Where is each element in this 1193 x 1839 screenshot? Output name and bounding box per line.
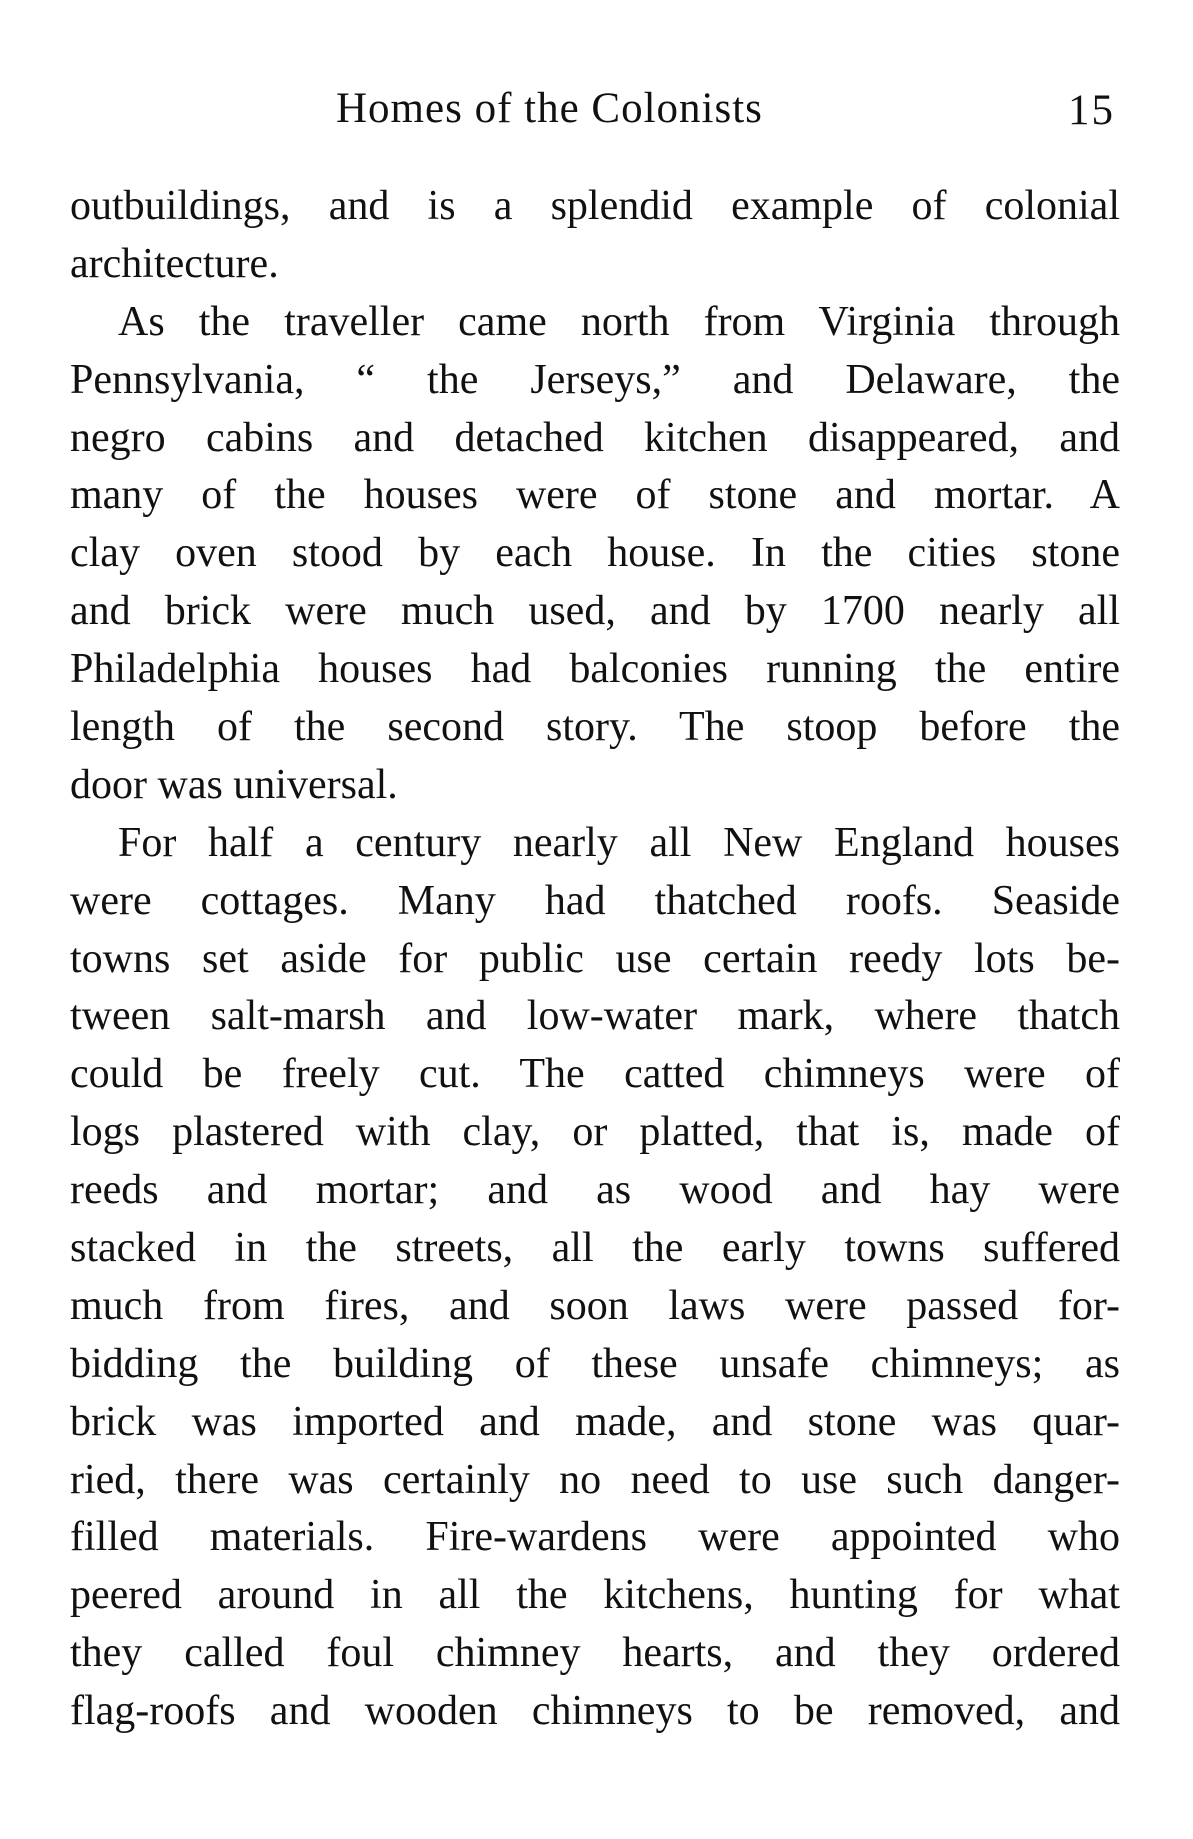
text-line: bidding the building of these unsafe chimneys; as bbox=[70, 1340, 1120, 1387]
text-line: reeds and mortar; and as wood and hay were bbox=[70, 1167, 1120, 1214]
text-line: architecture. bbox=[70, 240, 279, 287]
text-line: stacked in the streets, all the early towns suffered bbox=[70, 1225, 1120, 1272]
text-line: Philadelphia houses had balconies running the entire bbox=[70, 646, 1120, 693]
text-line: filled materials. Fire-wardens were appointed who bbox=[70, 1514, 1120, 1561]
text-line: Pennsylvania, “ the Jerseys,” and Delaware, the bbox=[70, 356, 1120, 403]
text-line: could be freely cut. The catted chimneys were of bbox=[70, 1051, 1120, 1098]
text-line: negro cabins and detached kitchen disappeared, and bbox=[70, 414, 1120, 461]
text-line: peered around in all the kitchens, hunting for what bbox=[70, 1572, 1120, 1619]
text-line: tween salt-marsh and low-water mark, where thatch bbox=[70, 993, 1120, 1040]
text-line: many of the houses were of stone and mortar. A bbox=[70, 472, 1120, 519]
text-line: ried, there was certainly no need to use such danger- bbox=[70, 1456, 1120, 1503]
text-line: brick was imported and made, and stone was quar- bbox=[70, 1398, 1120, 1445]
text-line: were cottages. Many had thatched roofs. Seaside bbox=[70, 877, 1120, 924]
page-number: 15 bbox=[1068, 87, 1115, 134]
text-line: As the traveller came north from Virginia through bbox=[118, 298, 1120, 345]
text-line: For half a century nearly all New England houses bbox=[118, 819, 1120, 866]
text-line: logs plastered with clay, or platted, that is, made of bbox=[70, 1109, 1120, 1156]
text-line: outbuildings, and is a splendid example of colonial bbox=[70, 183, 1120, 229]
text-line: flag-roofs and wooden chimneys to be removed, and bbox=[70, 1688, 1120, 1735]
body-text bbox=[70, 178, 1120, 1741]
running-title: Homes of the Colonists bbox=[336, 85, 763, 132]
text-line: and brick were much used, and by 1700 nearly all bbox=[70, 588, 1120, 635]
text-line: much from fires, and soon laws were passed for- bbox=[70, 1282, 1120, 1329]
text-line: door was universal. bbox=[70, 761, 398, 808]
text-line: clay oven stood by each house. In the cities stone bbox=[70, 530, 1120, 577]
text-line: towns set aside for public use certain reedy lots be- bbox=[70, 935, 1120, 982]
text-line: length of the second story. The stoop before the bbox=[70, 704, 1120, 751]
running-head bbox=[70, 84, 1120, 144]
text-line: they called foul chimney hearts, and they ordered bbox=[70, 1630, 1120, 1677]
